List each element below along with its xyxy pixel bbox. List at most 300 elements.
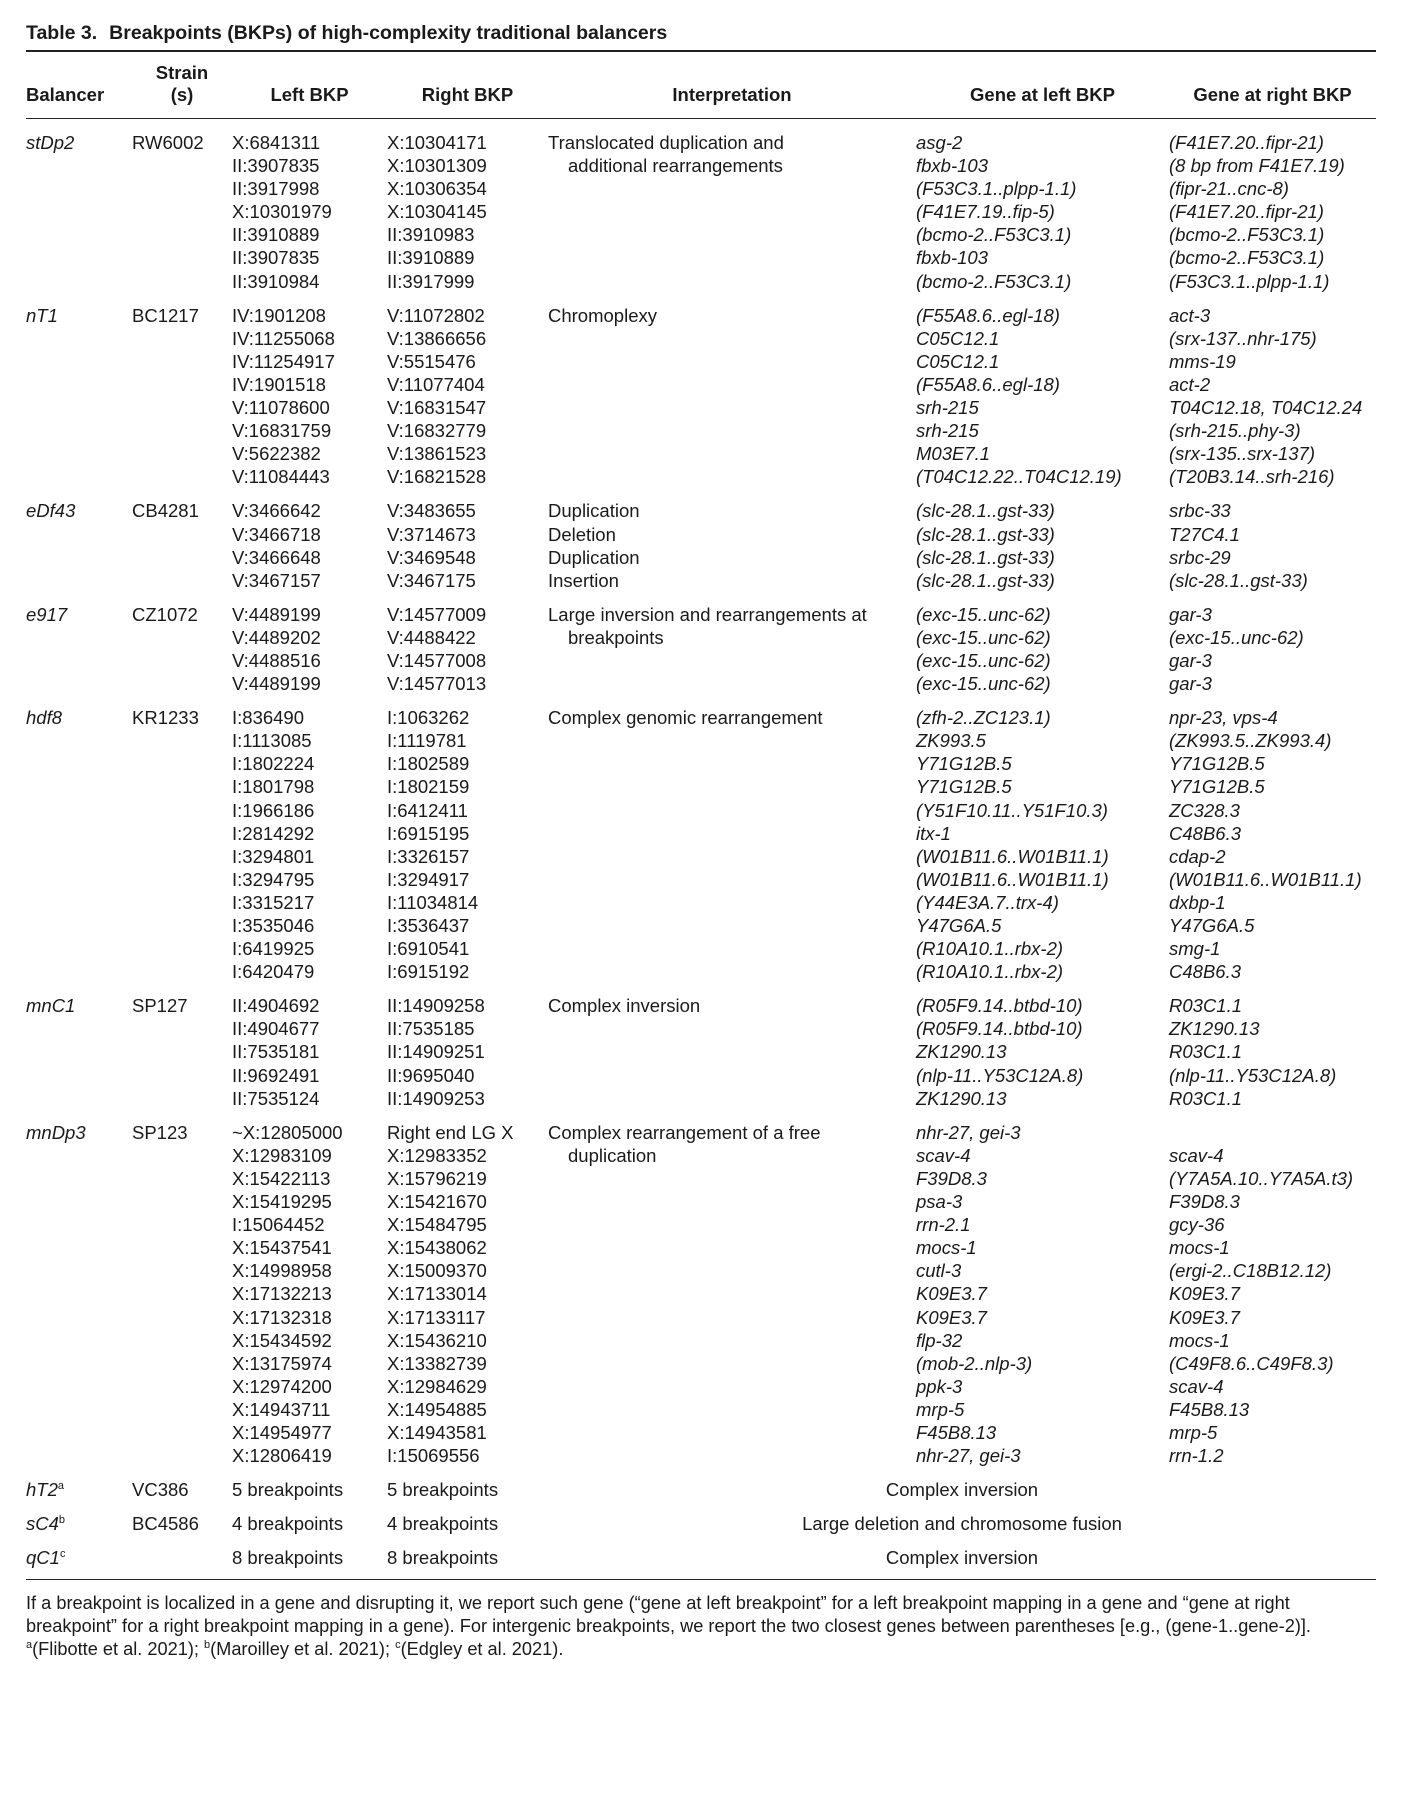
right-bkp: X:15009370 bbox=[387, 1260, 487, 1282]
left-bkp: V:4489202 bbox=[232, 626, 321, 648]
gene-right: gar-3 bbox=[1169, 673, 1212, 695]
footnote-refs bbox=[26, 1638, 1376, 1661]
header-gene-left: Gene at left BKP bbox=[970, 84, 1115, 105]
left-bkp: I:3294795 bbox=[232, 868, 315, 890]
right-bkp: I:6915192 bbox=[387, 961, 470, 983]
right-bkp-cell bbox=[387, 1110, 548, 1467]
right-bkp-cell bbox=[387, 983, 548, 1109]
right-bkp: V:5515476 bbox=[387, 350, 476, 372]
gene-right: (fipr-21..cnc-8) bbox=[1169, 178, 1289, 200]
gene-left-cell bbox=[916, 293, 1169, 489]
gene-left: ZK1290.13 bbox=[916, 1087, 1007, 1109]
interpretation-line: Complex inversion bbox=[885, 1547, 1039, 1569]
left-bkp-cell bbox=[232, 1535, 387, 1569]
gene-left: nhr-27, gei-3 bbox=[916, 1445, 1021, 1467]
interpretation-line: duplication bbox=[568, 1144, 657, 1166]
strain-name: RW6002 bbox=[132, 132, 204, 153]
gene-left: K09E3.7 bbox=[916, 1283, 987, 1305]
gene-right: F39D8.3 bbox=[1169, 1191, 1240, 1213]
left-bkp: I:1113085 bbox=[232, 730, 312, 752]
gene-left: mrp-5 bbox=[916, 1398, 965, 1420]
left-bkp: V:11078600 bbox=[232, 397, 330, 419]
breakpoints-table bbox=[26, 52, 1376, 1569]
table-number: Table 3. bbox=[26, 22, 98, 44]
right-bkp: I:3326157 bbox=[387, 845, 470, 867]
balancer-name: nT1 bbox=[26, 304, 58, 326]
right-bkp: X:12983352 bbox=[387, 1144, 487, 1166]
gene-left: (slc-28.1..gst-33) bbox=[916, 523, 1055, 545]
gene-right: C48B6.3 bbox=[1169, 822, 1241, 844]
gene-left: C05C12.1 bbox=[916, 327, 1000, 349]
gene-right: C48B6.3 bbox=[1169, 961, 1241, 983]
right-bkp: I:1802159 bbox=[387, 776, 470, 798]
strain-name: KR1233 bbox=[132, 707, 199, 729]
left-bkp: 4 breakpoints bbox=[232, 1513, 344, 1535]
right-bkp: I:6412411 bbox=[387, 799, 468, 821]
left-bkp: X:12983109 bbox=[232, 1144, 332, 1166]
right-bkp: V:4488422 bbox=[387, 626, 476, 648]
gene-right: mrp-5 bbox=[1169, 1421, 1218, 1443]
gene-left: srh-215 bbox=[916, 397, 979, 419]
strain-name: CZ1072 bbox=[132, 603, 198, 625]
header-interpretation: Interpretation bbox=[672, 84, 792, 105]
left-bkp: I:1966186 bbox=[232, 799, 315, 821]
right-bkp: X:14954885 bbox=[387, 1398, 487, 1420]
left-bkp: X:15419295 bbox=[232, 1191, 332, 1213]
right-bkp: II:14909251 bbox=[387, 1041, 485, 1063]
gene-right: act-2 bbox=[1169, 373, 1211, 395]
footnote-ref-c: (Edgley et al. 2021). bbox=[400, 1639, 564, 1660]
gene-left: (R05F9.14..btbd-10) bbox=[916, 1018, 1083, 1040]
gene-right: act-3 bbox=[1169, 304, 1211, 326]
table-row bbox=[26, 1467, 1376, 1501]
balancer-cell bbox=[26, 119, 132, 293]
interpretation-line: Duplication bbox=[548, 546, 640, 568]
gene-right: (ergi-2..C18B12.12) bbox=[1169, 1260, 1332, 1282]
gene-left: (exc-15..unc-62) bbox=[916, 673, 1051, 695]
balancer-name: sC4 bbox=[26, 1513, 59, 1535]
gene-right-cell bbox=[1169, 695, 1376, 983]
gene-left: rrn-2.1 bbox=[916, 1214, 971, 1236]
gene-left: (R10A10.1..rbx-2) bbox=[916, 938, 1064, 960]
gene-left: scav-4 bbox=[916, 1144, 971, 1166]
header-strain-line2: (s) bbox=[170, 84, 194, 105]
gene-left-cell bbox=[916, 119, 1169, 293]
left-bkp-cell bbox=[232, 119, 387, 293]
left-bkp-cell bbox=[232, 293, 387, 489]
footnote-ref-sup-b: b bbox=[203, 1639, 211, 1652]
right-bkp: I:6915195 bbox=[387, 822, 470, 844]
left-bkp: I:836490 bbox=[232, 707, 305, 729]
right-bkp: X:12984629 bbox=[387, 1375, 487, 1397]
interpretation-line: Large inversion and rearrangements at bbox=[548, 603, 867, 625]
gene-right-cell bbox=[1169, 488, 1376, 591]
gene-left: ppk-3 bbox=[916, 1375, 963, 1397]
interpretation-cell bbox=[548, 983, 916, 1109]
gene-right: (srh-215..phy-3) bbox=[1169, 420, 1301, 442]
right-bkp: X:10306354 bbox=[387, 178, 487, 200]
gene-right: R03C1.1 bbox=[1169, 1087, 1243, 1109]
strain-cell bbox=[132, 1535, 232, 1569]
interpretation-line: breakpoints bbox=[568, 626, 664, 648]
gene-left: mocs-1 bbox=[916, 1237, 977, 1259]
strain-cell bbox=[132, 592, 232, 695]
gene-left: itx-1 bbox=[916, 822, 951, 844]
gene-right: (slc-28.1..gst-33) bbox=[1169, 569, 1308, 591]
left-bkp: I:6419925 bbox=[232, 938, 315, 960]
right-bkp: V:3483655 bbox=[387, 500, 476, 522]
gene-right: gcy-36 bbox=[1169, 1214, 1225, 1236]
gene-right: Y47G6A.5 bbox=[1169, 915, 1255, 936]
gene-left: fbxb-103 bbox=[916, 247, 988, 269]
strain-cell bbox=[132, 1501, 232, 1535]
right-bkp: V:14577009 bbox=[387, 603, 487, 625]
page bbox=[26, 0, 1376, 1661]
strain-cell bbox=[132, 983, 232, 1109]
left-bkp-cell bbox=[232, 592, 387, 695]
gene-left: Y71G12B.5 bbox=[916, 776, 1012, 798]
interpretation-cell bbox=[548, 1501, 1376, 1535]
balancer-cell bbox=[26, 1110, 132, 1467]
gene-right: cdap-2 bbox=[1169, 845, 1226, 867]
gene-right: (exc-15..unc-62) bbox=[1169, 626, 1304, 648]
balancer-name: mnDp3 bbox=[26, 1121, 86, 1143]
gene-left: (mob-2..nlp-3) bbox=[916, 1352, 1033, 1374]
footnote-ref-sup-c: c bbox=[395, 1639, 401, 1652]
left-bkp: IV:11255068 bbox=[232, 327, 335, 349]
gene-left-cell bbox=[916, 1110, 1169, 1467]
footnote-ref-b: (Maroilley et al. 2021); bbox=[210, 1639, 396, 1660]
table-header bbox=[26, 52, 1376, 119]
right-bkp-cell bbox=[387, 1501, 548, 1535]
gene-right: K09E3.7 bbox=[1169, 1283, 1240, 1305]
right-bkp: II:3910889 bbox=[387, 247, 475, 269]
right-bkp: X:10304171 bbox=[387, 132, 487, 153]
balancer-name: hT2 bbox=[26, 1479, 58, 1501]
left-bkp: I:1802224 bbox=[232, 753, 315, 775]
table-row bbox=[26, 293, 1376, 489]
left-bkp: V:16831759 bbox=[232, 420, 332, 442]
gene-left: F39D8.3 bbox=[916, 1167, 987, 1189]
table-row bbox=[26, 1501, 1376, 1535]
balancer-name: mnC1 bbox=[26, 995, 76, 1017]
gene-left: (nlp-11..Y53C12A.8) bbox=[916, 1064, 1084, 1086]
left-bkp: X:10301979 bbox=[232, 201, 332, 223]
gene-left: (W01B11.6..W01B11.1) bbox=[916, 845, 1109, 867]
footnote-ref-sup-a: a bbox=[26, 1639, 33, 1652]
interpretation-cell bbox=[548, 488, 916, 591]
left-bkp: II:3907835 bbox=[232, 247, 320, 269]
gene-left: (slc-28.1..gst-33) bbox=[916, 546, 1055, 568]
right-bkp: II:14909258 bbox=[387, 995, 485, 1017]
gene-right-cell bbox=[1169, 983, 1376, 1109]
gene-left: K09E3.7 bbox=[916, 1306, 987, 1328]
right-bkp: V:3469548 bbox=[387, 546, 476, 568]
left-bkp: V:5622382 bbox=[232, 443, 321, 465]
left-bkp-cell bbox=[232, 1110, 387, 1467]
gene-left: ZK1290.13 bbox=[916, 1041, 1007, 1063]
gene-right: mms-19 bbox=[1169, 350, 1236, 372]
right-bkp: 8 breakpoints bbox=[387, 1547, 499, 1569]
left-bkp: X:12974200 bbox=[232, 1375, 332, 1397]
gene-right: gar-3 bbox=[1169, 649, 1212, 671]
gene-right: Y71G12B.5 bbox=[1169, 776, 1265, 798]
right-bkp-cell bbox=[387, 1535, 548, 1569]
right-bkp: V:13866656 bbox=[387, 327, 487, 349]
balancer-cell bbox=[26, 1501, 132, 1535]
right-bkp: I:15069556 bbox=[387, 1445, 480, 1467]
right-bkp-cell bbox=[387, 488, 548, 591]
right-bkp: X:13382739 bbox=[387, 1352, 487, 1374]
left-bkp: II:3910984 bbox=[232, 270, 320, 292]
right-bkp: X:15484795 bbox=[387, 1214, 487, 1236]
gene-right: (ZK993.5..ZK993.4) bbox=[1169, 730, 1332, 752]
gene-left: F45B8.13 bbox=[916, 1421, 997, 1443]
gene-left: (F41E7.19..fip-5) bbox=[916, 201, 1055, 223]
left-bkp: I:15064452 bbox=[232, 1214, 325, 1236]
gene-left: (slc-28.1..gst-33) bbox=[916, 569, 1055, 591]
gene-right: (srx-137..nhr-175) bbox=[1169, 327, 1317, 349]
left-bkp: V:3467157 bbox=[232, 569, 321, 591]
left-bkp-cell bbox=[232, 1501, 387, 1535]
gene-right: (srx-135..srx-137) bbox=[1169, 443, 1315, 465]
left-bkp: X:15437541 bbox=[232, 1237, 332, 1259]
gene-left-cell bbox=[916, 983, 1169, 1109]
gene-right: dxbp-1 bbox=[1169, 891, 1226, 913]
left-bkp-cell bbox=[232, 695, 387, 983]
gene-left: M03E7.1 bbox=[916, 443, 991, 465]
right-bkp: II:14909253 bbox=[387, 1087, 485, 1109]
strain-name: SP127 bbox=[132, 995, 188, 1017]
strain-name: CB4281 bbox=[132, 500, 199, 522]
balancer-cell bbox=[26, 983, 132, 1109]
left-bkp: IV:11254917 bbox=[232, 350, 335, 372]
header-gene-right: Gene at right BKP bbox=[1193, 84, 1352, 105]
gene-right: T27C4.1 bbox=[1169, 523, 1240, 545]
gene-right bbox=[1169, 1121, 1376, 1144]
balancer-cell bbox=[26, 1535, 132, 1569]
interpretation-line: Complex rearrangement of a free bbox=[548, 1121, 821, 1143]
left-bkp: V:3466718 bbox=[232, 523, 321, 545]
right-bkp: X:10304145 bbox=[387, 201, 487, 223]
bottom-rule bbox=[26, 1579, 1376, 1580]
left-bkp: II:4904692 bbox=[232, 995, 320, 1017]
left-bkp: I:3315217 bbox=[232, 891, 315, 913]
header-balancer: Balancer bbox=[26, 84, 105, 105]
gene-left: (exc-15..unc-62) bbox=[916, 649, 1051, 671]
table-row bbox=[26, 1535, 1376, 1569]
gene-right: (bcmo-2..F53C3.1) bbox=[1169, 247, 1325, 269]
right-bkp-cell bbox=[387, 119, 548, 293]
gene-left: cutl-3 bbox=[916, 1260, 962, 1282]
table-title: Breakpoints (BKPs) of high-complexity traditional balancers bbox=[109, 22, 668, 44]
footnote-text: If a breakpoint is localized in a gene and disrupting it, we report such gene (“gene at left breakpoint” for a left breakpoint mapping in a gene and “gene at right breakpoint” for a right breakpoint mapping in a gene). For intergenic breakpoints, we report the two closest genes between parentheses [e.g., (gene-1..gene-2)]. bbox=[26, 1593, 1311, 1637]
gene-right: mocs-1 bbox=[1169, 1237, 1230, 1259]
gene-left: (bcmo-2..F53C3.1) bbox=[916, 270, 1072, 292]
gene-right-cell bbox=[1169, 293, 1376, 489]
right-bkp: II:3910983 bbox=[387, 224, 475, 246]
right-bkp: V:14577008 bbox=[387, 649, 487, 671]
interpretation-line: Chromoplexy bbox=[548, 304, 657, 326]
right-bkp: V:16821528 bbox=[387, 466, 487, 488]
left-bkp: II:7535124 bbox=[232, 1087, 320, 1109]
table-row bbox=[26, 695, 1376, 983]
left-bkp: I:2814292 bbox=[232, 822, 315, 844]
balancer-footnote-marker: b bbox=[58, 1514, 66, 1527]
gene-left: C05C12.1 bbox=[916, 350, 1000, 372]
gene-left: Y71G12B.5 bbox=[916, 753, 1012, 775]
gene-left: (Y44E3A.7..trx-4) bbox=[916, 891, 1059, 913]
gene-left: (R10A10.1..rbx-2) bbox=[916, 961, 1064, 983]
right-bkp: I:3294917 bbox=[387, 868, 470, 890]
gene-right: srbc-33 bbox=[1169, 500, 1231, 522]
left-bkp: X:15434592 bbox=[232, 1329, 332, 1351]
table-row bbox=[26, 983, 1376, 1109]
left-bkp: X:14998958 bbox=[232, 1260, 332, 1282]
interpretation-line: Complex inversion bbox=[885, 1479, 1039, 1501]
gene-right-cell bbox=[1169, 119, 1376, 293]
right-bkp: X:15421670 bbox=[387, 1191, 487, 1213]
strain-cell bbox=[132, 1110, 232, 1467]
gene-right: (F41E7.20..fipr-21) bbox=[1169, 132, 1324, 153]
gene-right: ZK1290.13 bbox=[1169, 1018, 1260, 1040]
gene-left: asg-2 bbox=[916, 132, 963, 153]
gene-left: flp-32 bbox=[916, 1329, 963, 1351]
gene-left: psa-3 bbox=[916, 1191, 963, 1213]
balancer-cell bbox=[26, 488, 132, 591]
interpretation-line: Complex genomic rearrangement bbox=[548, 707, 823, 729]
right-bkp: V:16832779 bbox=[387, 420, 487, 442]
left-bkp: V:4489199 bbox=[232, 603, 321, 625]
interpretation-line: Insertion bbox=[548, 569, 619, 591]
right-bkp: I:6910541 bbox=[387, 938, 470, 960]
interpretation-line: additional rearrangements bbox=[568, 155, 783, 177]
strain-name: BC1217 bbox=[132, 304, 199, 326]
left-bkp: X:15422113 bbox=[232, 1167, 331, 1189]
right-bkp: X:17133117 bbox=[387, 1306, 486, 1328]
gene-left: (Y51F10.11..Y51F10.3) bbox=[916, 799, 1108, 821]
gene-left: (T04C12.22..T04C12.19) bbox=[916, 466, 1122, 488]
right-bkp-cell bbox=[387, 695, 548, 983]
strain-cell bbox=[132, 488, 232, 591]
balancer-name: stDp2 bbox=[26, 132, 75, 153]
gene-left: (F55A8.6..egl-18) bbox=[916, 304, 1060, 326]
left-bkp-cell bbox=[232, 983, 387, 1109]
right-bkp: I:1063262 bbox=[387, 707, 470, 729]
right-bkp: V:11077404 bbox=[387, 373, 485, 395]
balancer-cell bbox=[26, 695, 132, 983]
header-strain-line1: Strain bbox=[155, 62, 209, 83]
gene-left-cell bbox=[916, 695, 1169, 983]
right-bkp: I:3536437 bbox=[387, 915, 470, 936]
left-bkp: V:3466648 bbox=[232, 546, 321, 568]
gene-left: (slc-28.1..gst-33) bbox=[916, 500, 1055, 522]
balancer-cell bbox=[26, 1467, 132, 1501]
gene-right: (8 bp from F41E7.19) bbox=[1169, 155, 1345, 177]
strain-cell bbox=[132, 695, 232, 983]
table-row bbox=[26, 488, 1376, 591]
left-bkp: II:3910889 bbox=[232, 224, 320, 246]
right-bkp: V:16831547 bbox=[387, 397, 487, 419]
interpretation-cell bbox=[548, 293, 916, 489]
gene-right: Y71G12B.5 bbox=[1169, 753, 1265, 775]
right-bkp: V:13861523 bbox=[387, 443, 487, 465]
left-bkp: V:4488516 bbox=[232, 649, 321, 671]
right-bkp: X:17133014 bbox=[387, 1283, 487, 1305]
right-bkp: X:15438062 bbox=[387, 1237, 487, 1259]
gene-right: npr-23, vps-4 bbox=[1169, 707, 1278, 729]
left-bkp: IV:1901208 bbox=[232, 304, 326, 326]
left-bkp: X:17132213 bbox=[232, 1283, 332, 1305]
left-bkp: X:14954977 bbox=[232, 1421, 332, 1443]
gene-left: (exc-15..unc-62) bbox=[916, 626, 1051, 648]
left-bkp-cell bbox=[232, 488, 387, 591]
gene-right-cell bbox=[1169, 1110, 1376, 1467]
balancer-name: hdf8 bbox=[26, 707, 63, 729]
left-bkp: II:7535181 bbox=[232, 1041, 320, 1063]
gene-right: scav-4 bbox=[1169, 1144, 1224, 1166]
right-bkp-cell bbox=[387, 1467, 548, 1501]
gene-left: srh-215 bbox=[916, 420, 979, 442]
right-bkp-cell bbox=[387, 293, 548, 489]
left-bkp: I:3535046 bbox=[232, 915, 315, 936]
table-row bbox=[26, 1110, 1376, 1467]
balancer-cell bbox=[26, 592, 132, 695]
gene-right: scav-4 bbox=[1169, 1375, 1224, 1397]
balancer-footnote-marker: c bbox=[59, 1548, 66, 1561]
interpretation-cell bbox=[548, 119, 916, 293]
left-bkp: IV:1901518 bbox=[232, 373, 326, 395]
strain-name: SP123 bbox=[132, 1121, 188, 1143]
gene-left: ZK993.5 bbox=[916, 730, 986, 752]
gene-right: (W01B11.6..W01B11.1) bbox=[1169, 868, 1362, 890]
interpretation-line: Complex inversion bbox=[548, 995, 701, 1017]
balancer-cell bbox=[26, 293, 132, 489]
header-left-bkp: Left BKP bbox=[270, 84, 349, 105]
right-bkp: X:15436210 bbox=[387, 1329, 487, 1351]
interpretation-cell bbox=[548, 1467, 1376, 1501]
interpretation-line: Translocated duplication and bbox=[548, 132, 784, 153]
gene-left-cell bbox=[916, 592, 1169, 695]
gene-right: ZC328.3 bbox=[1169, 799, 1240, 821]
table-caption bbox=[26, 22, 1376, 50]
strain-name: BC4586 bbox=[132, 1513, 199, 1535]
left-bkp: X:14943711 bbox=[232, 1398, 331, 1420]
gene-left: (F55A8.6..egl-18) bbox=[916, 373, 1060, 395]
interpretation-line: Deletion bbox=[548, 523, 616, 545]
gene-right: R03C1.1 bbox=[1169, 1041, 1243, 1063]
interpretation-cell bbox=[548, 1110, 916, 1467]
table-body bbox=[26, 119, 1376, 1569]
right-bkp: X:10301309 bbox=[387, 155, 487, 177]
gene-left: (W01B11.6..W01B11.1) bbox=[916, 868, 1109, 890]
footnote-ref-a: (Flibotte et al. 2021); bbox=[32, 1639, 204, 1660]
right-bkp: 4 breakpoints bbox=[387, 1513, 499, 1535]
balancer-name: qC1 bbox=[26, 1547, 60, 1569]
interpretation-line: Large deletion and chromosome fusion bbox=[802, 1513, 1122, 1535]
left-bkp: II:3907835 bbox=[232, 155, 320, 177]
header-strain bbox=[132, 52, 232, 118]
gene-right: (T20B3.14..srh-216) bbox=[1169, 466, 1335, 488]
gene-left: (R05F9.14..btbd-10) bbox=[916, 995, 1083, 1017]
right-bkp: V:14577013 bbox=[387, 673, 487, 695]
gene-left: Y47G6A.5 bbox=[916, 915, 1002, 936]
strain-name: VC386 bbox=[132, 1479, 189, 1501]
strain-cell bbox=[132, 119, 232, 293]
strain-cell bbox=[132, 293, 232, 489]
interpretation-cell bbox=[548, 1535, 1376, 1569]
gene-right: F45B8.13 bbox=[1169, 1398, 1250, 1420]
